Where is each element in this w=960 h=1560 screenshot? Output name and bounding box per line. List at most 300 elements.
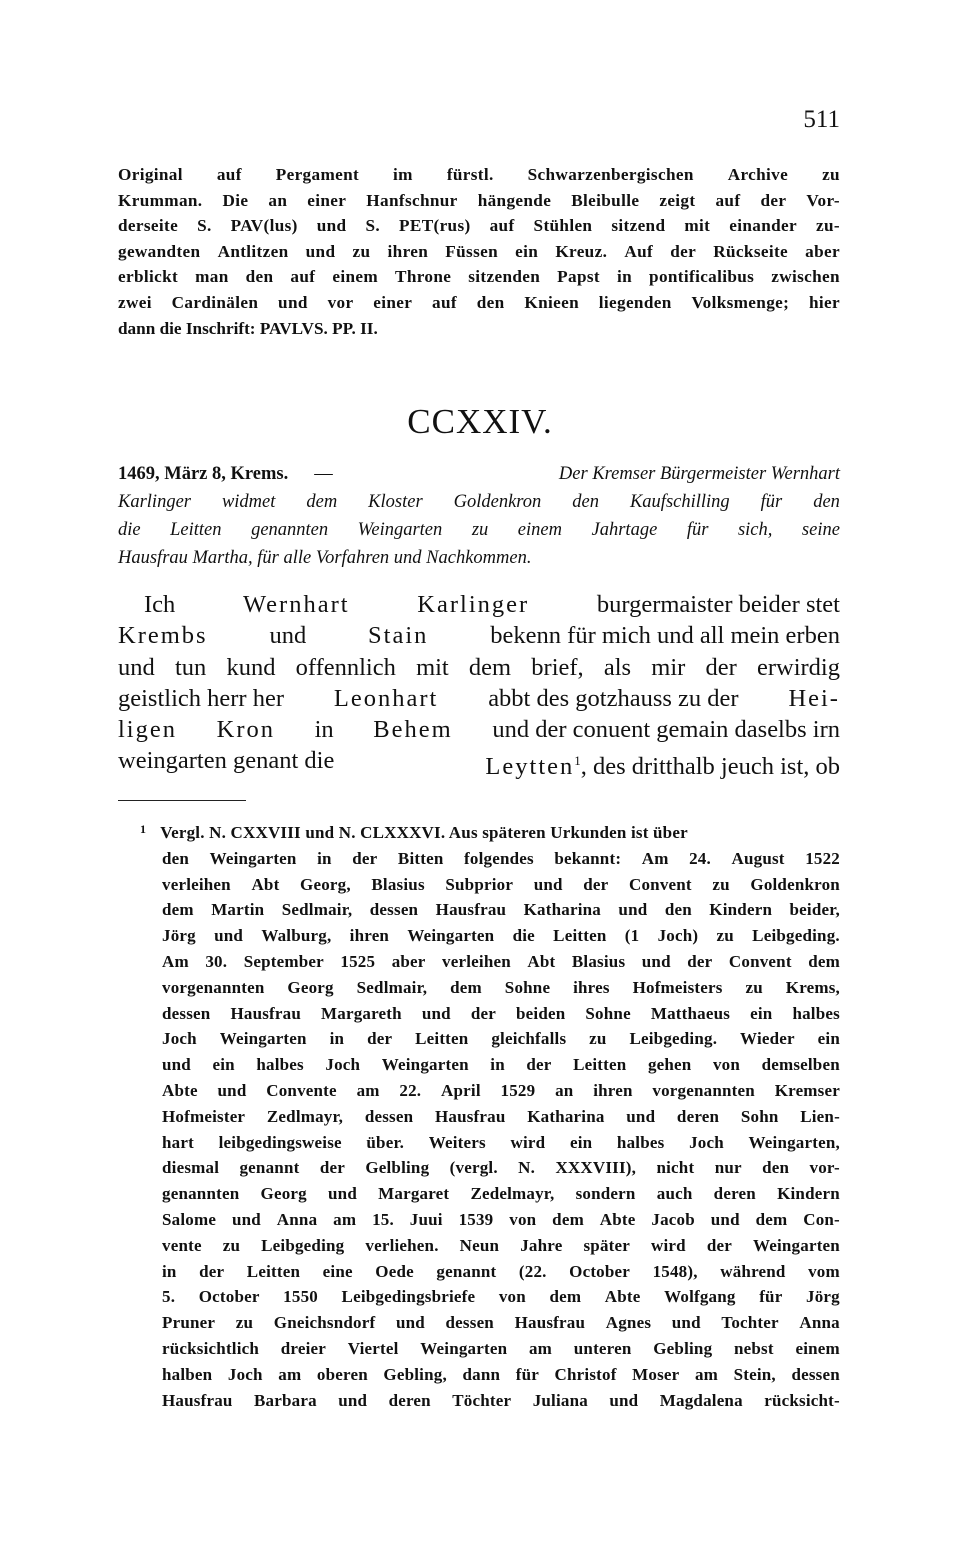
word: in — [162, 1261, 177, 1281]
regest-lead — [118, 460, 333, 488]
word: Christof — [554, 1364, 617, 1384]
word: ihren — [349, 926, 390, 946]
word: Gebling, — [383, 1364, 447, 1384]
word: zu — [745, 977, 763, 997]
word: und — [641, 951, 671, 971]
word: dem — [306, 492, 338, 512]
word: halbes — [792, 1003, 840, 1023]
archival-note-line — [118, 264, 840, 290]
word: Kindern — [777, 1184, 840, 1204]
word: und — [118, 653, 155, 681]
charter-words: weingarten genant die — [118, 747, 335, 775]
word: Knieen — [524, 292, 579, 312]
regest-line: Hausfrau Martha, für alle Vorfahren und Nachkommen. — [118, 548, 532, 568]
word: Joch — [162, 1029, 197, 1049]
word: vente — [162, 1235, 202, 1255]
word: hängende — [477, 190, 552, 210]
word: auf — [489, 216, 515, 236]
word: dessen — [445, 1313, 494, 1333]
word: auf — [216, 165, 242, 184]
charter-words: , des dritthalb jeuch ist, ob — [580, 753, 840, 781]
word: wird — [651, 1235, 686, 1255]
word: der — [706, 1235, 732, 1255]
word: Salome — [162, 1209, 217, 1229]
footnote-text: Vergl. N. CXXVIII und N. CLXXXVI. Aus späteren Urkunden ist über — [160, 823, 688, 842]
word: der — [470, 1003, 496, 1023]
footnote-line — [118, 1362, 840, 1388]
word: während — [720, 1261, 786, 1281]
word: der — [319, 1158, 345, 1178]
archival-note — [118, 162, 840, 341]
word: der — [367, 1029, 393, 1049]
word: Volksmenge; — [691, 292, 790, 312]
word: deren — [713, 1184, 756, 1204]
word: aber — [805, 241, 840, 261]
word: October — [569, 1261, 631, 1281]
word: genannten — [251, 520, 329, 540]
word: auf — [715, 190, 741, 210]
word: und — [618, 900, 648, 920]
word: dreier — [280, 1338, 327, 1358]
charter-text — [118, 589, 840, 783]
word: dem — [468, 653, 512, 681]
word: Walburg, — [261, 926, 332, 946]
word: Zedlmayr, — [266, 1106, 344, 1126]
footnote-line — [118, 1388, 840, 1414]
charter-words: abbt des gotzhauss zu der — [488, 684, 739, 712]
word: über. — [366, 1132, 405, 1152]
word: Moser — [632, 1364, 680, 1384]
footnote-line — [118, 1259, 840, 1285]
word: der — [199, 1261, 225, 1281]
charter-word: und — [269, 622, 307, 650]
word: gewandten — [118, 241, 201, 261]
word: zu — [822, 165, 840, 184]
word: October — [198, 1287, 260, 1307]
word: halbes — [616, 1132, 665, 1152]
word: August — [731, 848, 785, 868]
word: zeigt — [659, 190, 696, 210]
word: zu — [352, 241, 371, 261]
word: der — [687, 951, 713, 971]
word: der — [670, 241, 697, 261]
word: diesmal — [162, 1158, 220, 1178]
word: halbes — [256, 1055, 304, 1075]
word: offennlich — [295, 653, 396, 681]
word: Pruner — [162, 1313, 216, 1333]
word: dessen — [369, 900, 419, 920]
word: für — [515, 1364, 539, 1384]
word: Matthaeus — [650, 1003, 731, 1023]
word: mit — [416, 653, 449, 681]
word: (22. — [518, 1261, 547, 1281]
word: (1 — [624, 926, 640, 946]
word: (vergl. — [449, 1158, 498, 1178]
word: gleichfalls — [491, 1029, 567, 1049]
word: zu — [716, 926, 734, 946]
archival-note-line — [118, 188, 840, 214]
word: zu — [235, 1313, 254, 1333]
word: 15. — [372, 1209, 394, 1229]
word: Joch — [689, 1132, 724, 1152]
regest-line — [118, 460, 840, 488]
archival-note-line — [118, 162, 840, 188]
word: Convente — [266, 1080, 337, 1100]
charter-words: burgermaister beider stet — [596, 591, 840, 618]
word: brief, — [531, 653, 584, 681]
word: der — [583, 874, 609, 894]
word: Füssen — [445, 241, 499, 261]
footnote-line — [118, 897, 840, 923]
word: auf — [290, 267, 316, 287]
word: Sedlmair, — [281, 900, 353, 920]
word: ein — [817, 1029, 840, 1049]
word: den — [476, 292, 505, 312]
charter-line — [118, 683, 840, 714]
word: 22. — [399, 1080, 422, 1100]
word: gehen — [647, 1055, 692, 1075]
word: Karlinger — [118, 492, 191, 512]
word: die — [512, 926, 535, 946]
spaced-name: Stain — [368, 622, 429, 650]
word: den — [572, 492, 599, 512]
word: verleihen — [442, 951, 511, 971]
word: dessen — [364, 1106, 414, 1126]
word: Stein, — [733, 1364, 776, 1384]
archival-note-line — [118, 213, 840, 239]
word: dem — [552, 1209, 584, 1229]
word: und — [231, 1209, 261, 1229]
footnote-line — [118, 949, 840, 975]
word: und — [328, 1184, 357, 1204]
word: einander — [729, 216, 797, 236]
word: von — [498, 1287, 526, 1307]
word: Am — [162, 951, 189, 971]
word: aber — [391, 951, 426, 971]
spaced-name: Wernhart — [243, 591, 350, 618]
word: 5. — [162, 1287, 176, 1307]
spaced-name: Behem — [373, 716, 453, 744]
regest-summary-start: Der Kremser Bürgermeister Wernhart — [558, 464, 840, 484]
word: Barbara — [253, 1390, 317, 1410]
word: XXXVIII), — [555, 1158, 637, 1178]
word: nur — [714, 1158, 742, 1178]
word: vom — [808, 1261, 840, 1281]
word: vor — [327, 292, 354, 312]
word: Die — [222, 190, 249, 210]
word: Convent — [629, 874, 692, 894]
word: Kloster — [368, 492, 423, 512]
word: Magdalena — [659, 1390, 743, 1410]
word: Oede — [375, 1261, 414, 1281]
word: Pergament — [275, 165, 360, 184]
regest — [118, 460, 840, 572]
word: Leitten — [415, 1029, 469, 1049]
word: tun — [174, 653, 207, 681]
footnote-divider — [118, 800, 246, 801]
word: und — [214, 926, 244, 946]
word: als — [603, 653, 632, 681]
word: Gebling — [653, 1338, 713, 1358]
word: und — [421, 1003, 451, 1023]
word: nicht — [656, 1158, 695, 1178]
footnote — [118, 817, 840, 1413]
word: Martin — [211, 900, 265, 920]
word: dem — [755, 1209, 788, 1229]
word: verliehen. — [365, 1235, 439, 1255]
word: Jacob — [651, 1209, 695, 1229]
word: Katharina — [527, 1106, 605, 1126]
footnote-line — [118, 1155, 840, 1181]
word: Hausfrau — [514, 1313, 586, 1333]
word: Bitten — [397, 848, 444, 868]
word: in — [329, 1029, 345, 1049]
word: sitzend — [611, 216, 666, 236]
word: Sohn — [740, 1106, 779, 1126]
word: an — [555, 1080, 574, 1100]
word: Bleibulle — [571, 190, 640, 210]
footnote-line — [118, 1181, 840, 1207]
word: Kindern — [709, 900, 773, 920]
word: eine — [322, 1261, 353, 1281]
footnote-line — [118, 872, 840, 898]
word: hier — [809, 292, 840, 312]
word: und — [626, 1106, 656, 1126]
word: Jörg — [162, 926, 196, 946]
word: Joch — [227, 1364, 263, 1384]
footnote-line — [118, 817, 840, 846]
word: Leibgeding. — [629, 1029, 718, 1049]
word: Weingarten — [420, 1338, 508, 1358]
word: Viertel — [347, 1338, 399, 1358]
word: Auf — [624, 241, 654, 261]
word: dann — [462, 1364, 501, 1384]
word: Katharina — [523, 900, 601, 920]
word: ihres — [573, 977, 610, 997]
word: Rückseite — [713, 241, 789, 261]
word: vorgenannten — [652, 1080, 755, 1100]
word: Subprior — [445, 874, 514, 894]
regest-dash: — — [314, 464, 333, 484]
word: am — [278, 1364, 302, 1384]
word: und — [671, 1313, 701, 1333]
regest-line — [118, 488, 840, 516]
footnote-line — [118, 1130, 840, 1156]
footnote-line — [118, 1001, 840, 1027]
word: wird — [510, 1132, 546, 1152]
word: Jahrtage — [591, 520, 658, 540]
footnote-line — [118, 1104, 840, 1130]
word: Abt — [527, 951, 556, 971]
word: ihren — [593, 1080, 633, 1100]
charter-words: geistlich herr her — [118, 684, 284, 712]
charter-line — [118, 589, 840, 620]
word: am — [528, 1338, 553, 1358]
archival-note-line — [118, 239, 840, 265]
word: folgendes — [464, 848, 534, 868]
word: Leibgeding. — [752, 926, 840, 946]
footnote-first-line — [140, 817, 688, 846]
word: die — [118, 520, 141, 540]
word: PAV(lus) — [230, 216, 298, 236]
word: demselben — [761, 1055, 840, 1075]
word: Lien- — [800, 1106, 840, 1126]
word: Hausfrau — [162, 1390, 233, 1410]
word: verleihen — [162, 874, 231, 894]
word: und — [305, 241, 336, 261]
word: Wolfgang — [664, 1287, 736, 1307]
word: Joch — [325, 1055, 361, 1075]
word: sich, — [737, 520, 773, 540]
word: Weiters — [428, 1132, 486, 1152]
word: Papst — [557, 267, 600, 287]
word: S. — [197, 216, 212, 236]
word: und — [316, 216, 347, 236]
word: Abt — [251, 874, 280, 894]
word: Sedlmair, — [356, 977, 428, 997]
footnote-line — [118, 1284, 840, 1310]
word: 1539 — [458, 1209, 494, 1229]
word: und — [533, 874, 563, 894]
word: in — [490, 1055, 505, 1075]
word: auf — [432, 292, 457, 312]
word: auch — [656, 1184, 693, 1204]
word: und — [395, 1313, 425, 1333]
word: Cardinälen — [171, 292, 259, 312]
word: und — [217, 1080, 247, 1100]
word: Joch) — [657, 926, 699, 946]
word: zu- — [815, 216, 840, 236]
word: seine — [801, 520, 840, 540]
word: Blasius — [571, 951, 626, 971]
word: Goldenkron — [453, 492, 542, 512]
word: in — [616, 267, 633, 287]
word: Blasius — [371, 874, 425, 894]
word: deren — [388, 1390, 431, 1410]
spaced-name: Hei- — [788, 684, 840, 712]
word: S. — [365, 216, 381, 236]
charter-name-with-note — [485, 745, 840, 782]
word: nebst — [734, 1338, 774, 1358]
word: vorgenannten — [162, 977, 265, 997]
footnote-line — [118, 1052, 840, 1078]
word: oberen — [316, 1364, 368, 1384]
word: beider, — [789, 900, 840, 920]
archival-note-line — [118, 290, 840, 316]
charter-line — [118, 745, 840, 782]
word: im — [393, 165, 413, 184]
word: Agnes — [605, 1313, 652, 1333]
word: Margareth — [321, 1003, 402, 1023]
word: Weingarten — [219, 1029, 307, 1049]
word: Kaufschilling — [629, 492, 730, 512]
word: rücksicht- — [764, 1390, 840, 1410]
word: hart — [162, 1132, 194, 1152]
word: ein — [569, 1132, 593, 1152]
word: 1522 — [805, 848, 840, 868]
word: sitzenden — [468, 267, 541, 287]
word: für — [760, 492, 783, 512]
word: und — [162, 1055, 191, 1075]
word: dessen — [162, 1003, 211, 1023]
word: zu — [471, 520, 489, 540]
word: den — [162, 848, 190, 868]
word: Leitten — [246, 1261, 301, 1281]
word: Weingarten — [381, 1055, 469, 1075]
footnote-reference: 1 — [574, 753, 581, 769]
word: Tochter — [721, 1313, 779, 1333]
word: Wieder — [740, 1029, 795, 1049]
word: Con- — [803, 1209, 840, 1229]
spaced-name: Leonhart — [333, 684, 439, 712]
word: und — [338, 1390, 368, 1410]
word: Abte — [599, 1209, 636, 1229]
word: Weingarten — [357, 520, 443, 540]
word: erblickt — [118, 267, 179, 287]
word: zu — [589, 1029, 607, 1049]
word: Stühlen — [533, 216, 593, 236]
word: Kremser — [774, 1080, 840, 1100]
footnote-line — [118, 923, 840, 949]
word: Leibgedingsbriefe — [341, 1287, 476, 1307]
spaced-name: Karlinger — [417, 591, 530, 618]
word: liegenden — [598, 292, 672, 312]
charter-line — [118, 714, 840, 745]
word: Georg — [287, 977, 334, 997]
footnote-marker: 1 — [140, 822, 147, 836]
word: Margaret — [378, 1184, 450, 1204]
word: dem — [450, 977, 482, 997]
word: Hofmeister — [162, 1106, 246, 1126]
word: Leitten — [170, 520, 222, 540]
word: Anna — [799, 1313, 840, 1333]
word: Gelbling — [365, 1158, 430, 1178]
word: für — [686, 520, 709, 540]
spaced-name: ligen — [118, 716, 177, 744]
word: der — [352, 848, 378, 868]
word: Goldenkron — [750, 874, 840, 894]
word: der — [705, 653, 737, 681]
regest-date-place: 1469, März 8, Krems. — [118, 464, 289, 484]
word: ein — [212, 1055, 235, 1075]
word: genannt — [239, 1158, 300, 1178]
word: an — [268, 190, 288, 210]
word: am — [333, 1209, 357, 1229]
word: ihren — [387, 241, 429, 261]
word: derseite — [118, 216, 179, 236]
footnote-line — [118, 1078, 840, 1104]
word: 1548), — [652, 1261, 698, 1281]
footnote-line — [118, 1207, 840, 1233]
word: Georg, — [300, 874, 351, 894]
word: Sohne — [585, 1003, 631, 1023]
word: dem — [549, 1287, 582, 1307]
word: Hofmeisters — [632, 977, 723, 997]
word: Anna — [276, 1209, 318, 1229]
word: 1550 — [283, 1287, 318, 1307]
word: Leibgeding — [261, 1235, 345, 1255]
word: dem — [162, 900, 194, 920]
spaced-name: Krembs — [118, 622, 208, 650]
word: zu — [712, 874, 730, 894]
word: 30. — [205, 951, 228, 971]
word: Krumman. — [118, 190, 203, 210]
charter-words: und der conuent gemain daselbs irn — [492, 716, 840, 744]
word: den — [813, 492, 840, 512]
word: Archive — [727, 165, 789, 184]
footnote-line — [118, 1026, 840, 1052]
word: Töchter — [452, 1390, 512, 1410]
